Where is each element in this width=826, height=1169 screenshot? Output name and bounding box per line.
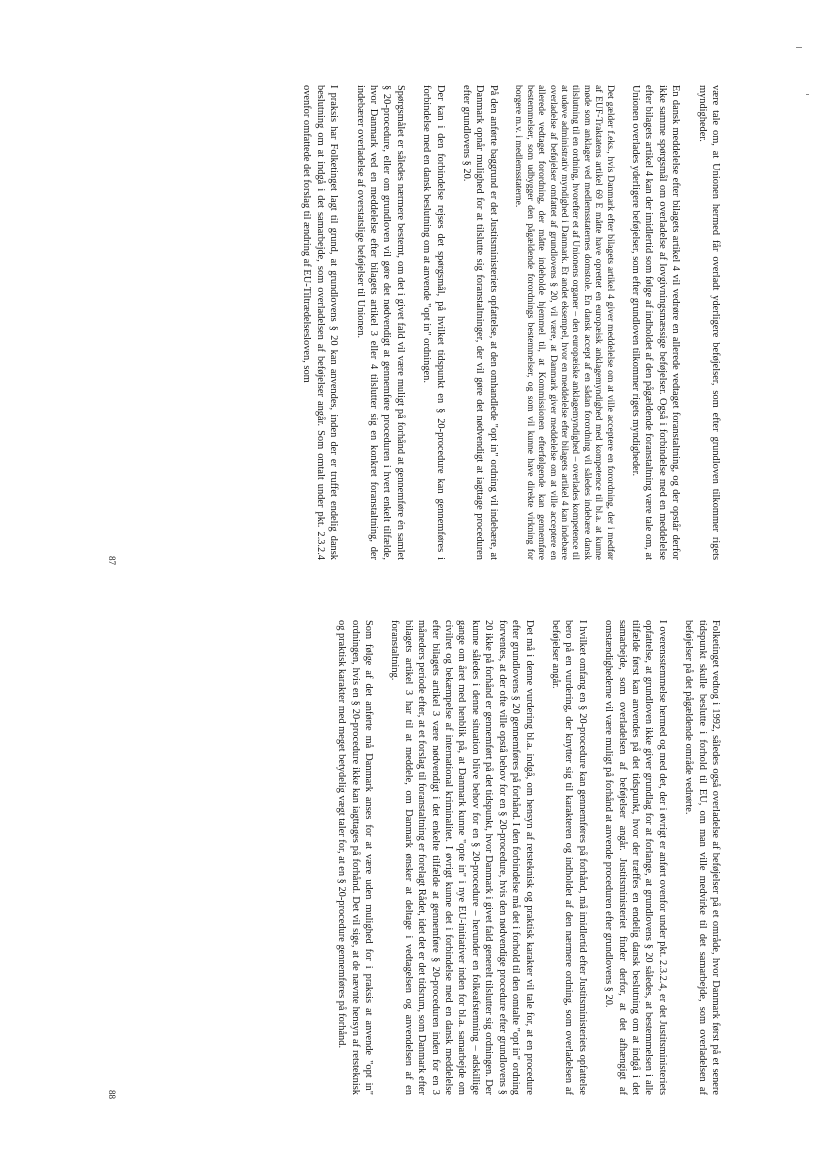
paragraph: være tale om, at Unionen hermed får overladt yderligere beføjelser, som efter grundloven tilkommer rigets myndigheder. xyxy=(696,85,721,560)
paragraph: I overensstemmelse hermed og med det, der i øvrigt er anført ovenfor under pkt. 2.3.2.4, er det Justitsministeriets opfattelse, at grundloven ikke giver grundlag for at forlange, at grundlovens § 20 således, at bestemmelsen i alle tilfælde først kan anvendes på det tidspunkt, hvor der træffes en endelig dansk beslutning om at indgå i det samarbejde, som overladelsen af beføjelser angår. Justitsministeriet finder derfor, at det afhængigt af omstændighederne vil være muligt på forhånd at anvende proceduren efter grundlovens § 20. xyxy=(603,620,668,1095)
paragraph: I hvilket omfang en § 20-procedure kan gennemføres på forhånd, må imidlertid efter Justitsministeriets opfattelse bero på en vurdering, der knytter sig til karakteren og indholdet af den nærmere ordning, som overladelsen af beføjelser angår. xyxy=(549,620,588,1095)
scan-speck xyxy=(796,47,802,48)
paragraph: Folketinget vedtog i 1992, således også overladelse af beføjelser på et område, hvor Danmark først på et senere tidspunkt skulle beslutte i forhold til EU, om man ville medvirke til det samarbejde, som overladelsen af beføjelser på det pågældende område vedrørte. xyxy=(683,620,721,1095)
paragraph: Spørgsmålet er således nærmere bestemt, om det i givet fald vil være muligt på forhånd at gennemføre én samlet § 20-procedure, eller om grundloven vil gøre det nødvendigt at gennemføre proceduren i hvert enkelt tilfælde, hvor Danmark ved en meddelelse efter bilagets artikel 3 eller 4 tilslutter sig en konkret foranstaltning, der indebærer overladelse af overstatslige beføjelser til Unionen. xyxy=(354,85,406,560)
page-87-body xyxy=(287,85,722,560)
paragraph: Det gælder f.eks., hvis Danmark efter bilagets artikel 4 giver meddelelse om at ville acceptere en forordning, der i medfør af EUF-Traktatens artikel 69 E måtte have oprettet en europæisk anklagemyndighed med kompetence til bl.a. at kunne møde som anklager ved medlemsstaternes domstole. En dansk accept af en sådan forordning vil således indebære dansk tilslutning til en ordning, hvorefter et af Unionens organer – den europæiske anklagemyndighed – overlades kompetence til at udøve administrativ myndighed i Danmark. Et andet eksempel, hvor en meddelelse efter bilagets artikel 4 kan indebære overladelse af beføjelser omfattet af grundlovens § 20, vil være, at Danmark giver meddelelse om at ville acceptere en allerede vedtaget forordning, der måtte indeholde hjemmel til, at Kommissionen efterfølgende kan gennemføre bestemmelser, som udbygger den pågældende forordnings bestemmelser, og som vil kunne have direkte virkning for borgere m.v. i medlemsstaterne. xyxy=(513,85,616,560)
paragraph: Det må i denne vurdering bl.a. indgå, om hensyn af retsteknisk og praktisk karakter vil tale for, at en procedure efter grundlovens § 20 gennemføres på forhånd. I den forbindelse må det i forhold til den omtalte "opt in" ordning forventes, at der ofte ville opstå behov for en § 20-procedure, hvis den nødvendige procedure efter grundlovens § 20 ikke på forhånd er gennemført på det tidspunkt, hvor Danmark i givet fald generelt tilslutter sig ordningen. Der kunne således i denne situation blive behov for en § 20-procedure – herunder en folkeafstemning – adskillige gange om året med henblik på, at Danmark kunne "opte in" i nye EU-initiativer inden for bl.a. samarbejde om civilret og bekæmpelse af international kriminalitet. I øvrigt kunne det i forbindelse med en dansk meddelelse efter bilagets artikel 3 være nødvendigt i det enkelte tilfælde at gennemføre § 20-proceduren inden for en 3 måneders periode efter, at et forslag til foranstaltning er forelagt Rådet, idet det er det tidsrum, som Danmark efter bilagets artikel 3 har til at meddele, om Danmark ønsker at deltage i vedtagelsen og anvendelsen af en foranstaltning. xyxy=(389,620,535,1095)
paragraph: En dansk meddelelse efter bilagets artikel 4 vil vedrøre en allerede vedtaget foranstaltning, og der opstår derfor ikke samme spørgsmål om overladelse af lovgivningsmæssige beføjelser. Også i forbindelse med en meddelelse efter bilagets artikel 4 kan der imidlertid som følge af indholdet af den pågældende foranstaltning være tale om, at Unionen overlades yderligere beføjelser, som efter grundloven tilkommer rigets myndigheder. xyxy=(629,85,682,560)
scan-speck xyxy=(806,94,809,95)
page-number-87: 87 xyxy=(107,556,117,565)
paragraph: På den anførte baggrund er det Justitsministeriets opfattelse, at den omhandlede "opt in" ordning vil indebære, at Danmark opnår mulighed for at tilslutte sig foranstaltninger, der vil gøre det nødvendigt at iagttage proceduren efter grundlovens § 20. xyxy=(461,85,499,560)
page-number-88: 88 xyxy=(107,1090,117,1099)
page-88-body xyxy=(322,620,722,1095)
paragraph: Der kan i den forbindelse rejses det spørgsmål, på hvilket tidspunkt en § 20-procedure kan gennemføres i forbindelse med en dansk beslutning om at anvende "opt in" ordningen. xyxy=(421,85,446,560)
paragraph: Som følge af det anførte må Danmark anses for at være uden mulighed for i praksis at anvende "opt in" ordningen, hvis en § 20-procedure ikke kan iagttages på forhånd. Det vil sige, at de nævnte hensyn af retsteknisk og praktisk karakter med meget betydelig vægt taler for, at en § 20-procedure gennemføres på forhånd. xyxy=(336,620,375,1095)
paragraph: I praksis har Folketinget lagt til grund, at grundlovens § 20 kan anvendes, inden der er truffet endelig dansk beslutning om at indgå i det samarbejde, som overladelsen af beføjelser angår. Som omtalt under pkt. 2.3.2.4 ovenfor omfattede det forslag til ændring af EU-Tiltrædelsesloven, som xyxy=(301,85,340,560)
